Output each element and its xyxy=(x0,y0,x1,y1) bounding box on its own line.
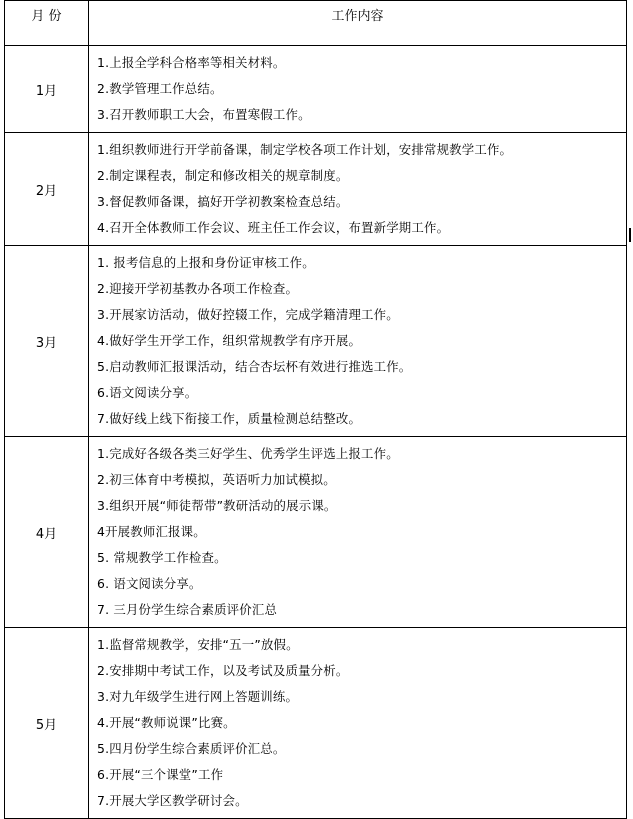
work-item: 3.召开教师职工大会，布置寒假工作。 xyxy=(97,107,311,122)
work-item-list xyxy=(97,632,626,814)
work-item: 6.开展“三个课堂”工作 xyxy=(97,767,224,782)
month-cell: 5月 xyxy=(5,628,89,819)
work-cell xyxy=(89,437,627,628)
work-item: 4.开展“教师说课”比赛。 xyxy=(97,715,236,730)
work-item: 5.启动教师汇报课活动，结合杏坛杯有效进行推选工作。 xyxy=(97,359,412,374)
edge-artifact xyxy=(629,228,631,242)
work-item-list xyxy=(97,137,626,241)
work-item: 1.上报全学科合格率等相关材料。 xyxy=(97,55,286,70)
work-item: 2.教学管理工作总结。 xyxy=(97,81,223,96)
work-item: 7. 三月份学生综合素质评价汇总 xyxy=(97,602,278,617)
month-cell: 4月 xyxy=(5,437,89,628)
work-item: 5.四月份学生综合素质评价汇总。 xyxy=(97,741,286,756)
work-item: 7.做好线上线下衔接工作，质量检测总结整改。 xyxy=(97,411,362,426)
work-item: 6.语文阅读分享。 xyxy=(97,385,198,400)
work-item: 6. 语文阅读分享。 xyxy=(97,576,202,591)
work-item: 2.初三体育中考模拟，英语听力加试模拟。 xyxy=(97,472,336,487)
work-item: 3.对九年级学生进行网上答题训练。 xyxy=(97,689,299,704)
month-row xyxy=(5,437,627,628)
work-item: 1.完成好各级各类三好学生、优秀学生评选上报工作。 xyxy=(97,446,399,461)
header-month: 月 份 xyxy=(5,1,89,46)
work-item: 5. 常规教学工作检查。 xyxy=(97,550,227,565)
month-cell: 3月 xyxy=(5,246,89,437)
work-item-list xyxy=(97,441,626,623)
work-item: 1.监督常规教学，安排“五一”放假。 xyxy=(97,637,299,652)
work-cell xyxy=(89,46,627,133)
work-cell xyxy=(89,246,627,437)
work-item: 2.制定课程表，制定和修改相关的规章制度。 xyxy=(97,168,349,183)
month-row xyxy=(5,46,627,133)
work-item-list xyxy=(97,250,626,432)
month-row xyxy=(5,246,627,437)
work-item: 4.召开全体教师工作会议、班主任工作会议，布置新学期工作。 xyxy=(97,220,450,235)
month-cell: 1月 xyxy=(5,46,89,133)
month-row xyxy=(5,133,627,246)
work-item: 4开展教师汇报课。 xyxy=(97,524,206,539)
work-item: 3.组织开展“师徒帮带”教研活动的展示课。 xyxy=(97,498,337,513)
work-cell xyxy=(89,133,627,246)
month-cell: 2月 xyxy=(5,133,89,246)
work-plan-table xyxy=(4,0,627,819)
work-item: 2.迎接开学初基教办各项工作检查。 xyxy=(97,281,299,296)
work-item: 4.做好学生开学工作，组织常规教学有序开展。 xyxy=(97,333,362,348)
work-item: 1. 报考信息的上报和身份证审核工作。 xyxy=(97,255,315,270)
work-item: 3.督促教师备课，搞好开学初教案检查总结。 xyxy=(97,194,349,209)
work-item: 3.开展家访活动，做好控辍工作，完成学籍清理工作。 xyxy=(97,307,399,322)
month-row xyxy=(5,628,627,819)
header-content: 工作内容 xyxy=(89,1,627,46)
work-item: 7.开展大学区教学研讨会。 xyxy=(97,793,248,808)
work-item: 2.安排期中考试工作，以及考试及质量分析。 xyxy=(97,663,349,678)
work-item-list xyxy=(97,50,626,128)
header-row xyxy=(5,1,627,46)
work-cell xyxy=(89,628,627,819)
work-item: 1.组织教师进行开学前备课，制定学校各项工作计划，安排常规教学工作。 xyxy=(97,142,513,157)
